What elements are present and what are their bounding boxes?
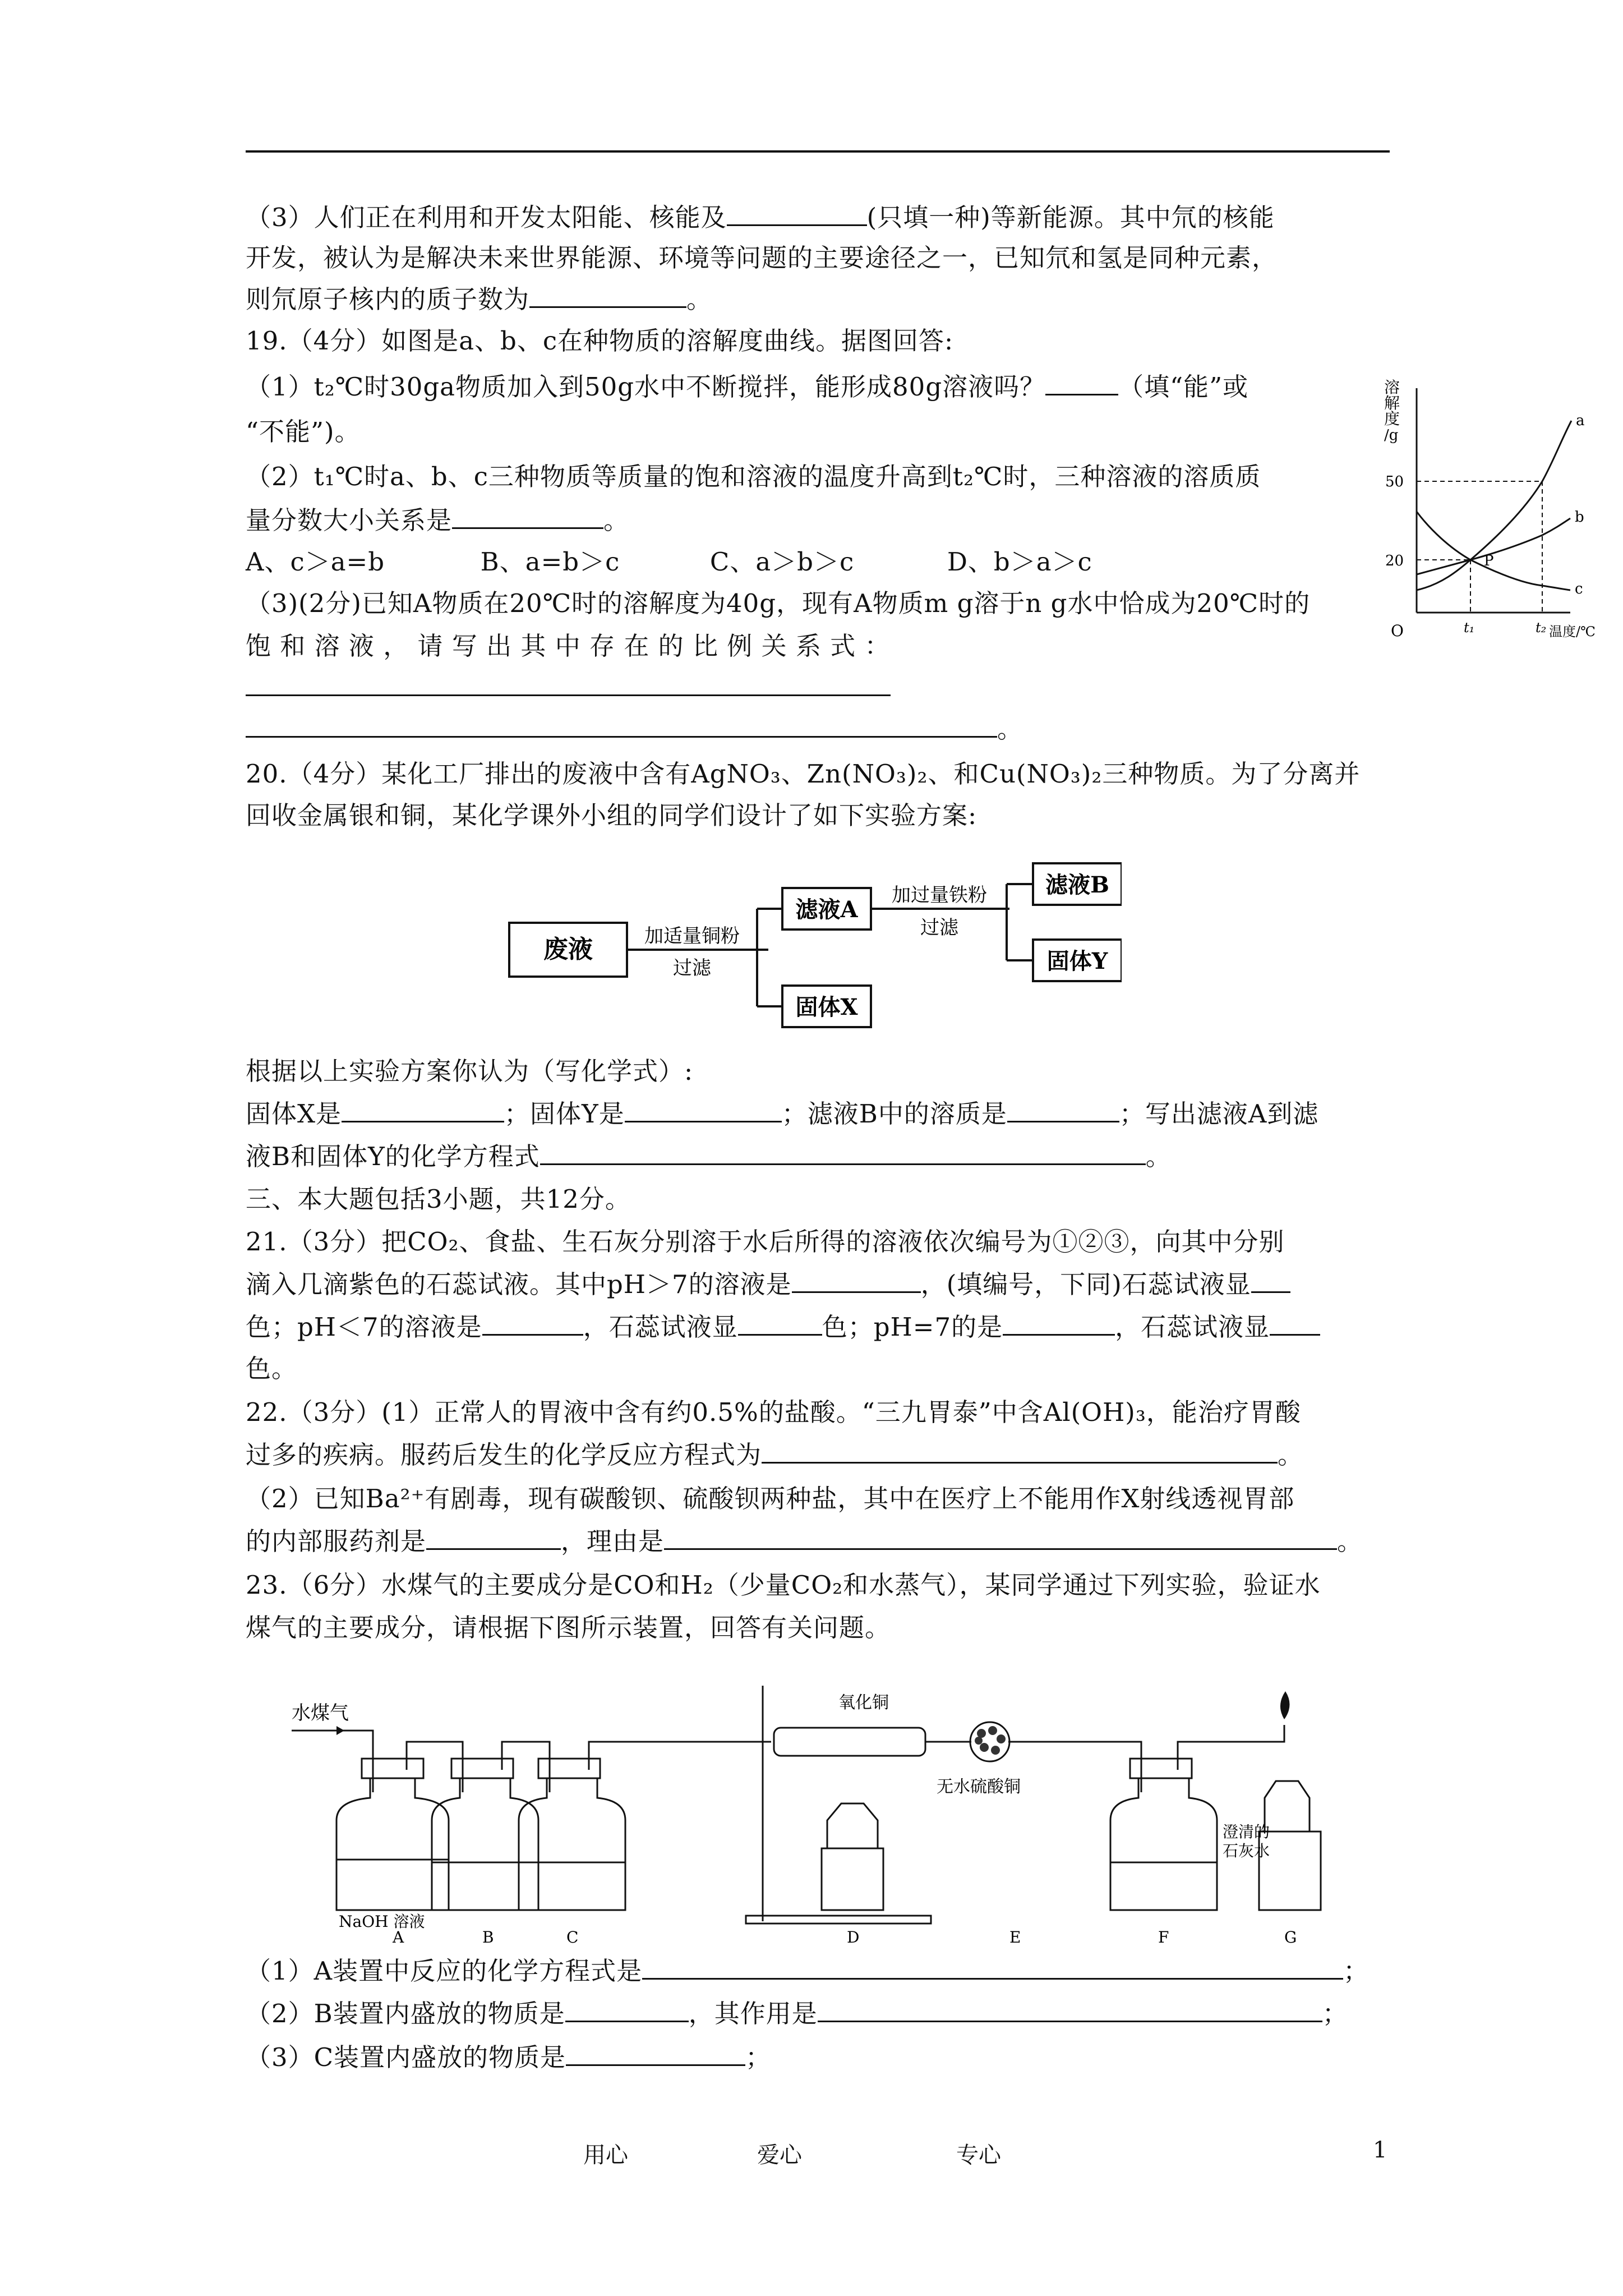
y-axis-label-3: 度: [1384, 409, 1400, 428]
y-tick-50: 50: [1385, 473, 1404, 490]
point-p-label: P: [1484, 553, 1494, 569]
alcohol-lamp-d: [827, 1803, 878, 1848]
option-d[interactable]: D、b＞a＞c: [947, 547, 1092, 577]
tube: [342, 1731, 373, 1792]
text-line: （3）人们正在利用和开发太阳能、核能及 (只填一种)等新能源。其中氘的核能: [246, 201, 1275, 234]
text-line: 根据以上实验方案你认为（写化学式）:: [246, 1056, 694, 1086]
label-d: D: [847, 1928, 860, 1944]
label-cuso4: 无水硫酸铜: [937, 1777, 1021, 1797]
y-axis-label-2: 解: [1384, 394, 1400, 412]
text-line: 。: [246, 712, 1023, 746]
text-line: “不能”)。: [246, 417, 361, 447]
answer-blank[interactable]: [529, 283, 686, 308]
lamp-block-d: [822, 1848, 883, 1910]
bottle-f: [1110, 1778, 1217, 1910]
label-naoh: NaOH 溶液: [339, 1912, 425, 1931]
option-c[interactable]: C、a＞b＞c: [709, 547, 855, 577]
stopper-c: [538, 1759, 600, 1778]
text-line: 煤气的主要成分，请根据下图所示装置，回答有关问题。: [246, 1613, 891, 1642]
answer-blank[interactable]: [738, 1310, 822, 1336]
text-line: 色。: [246, 1354, 298, 1383]
combustion-tube: [774, 1728, 925, 1756]
x-tick-t1: t₁: [1464, 620, 1475, 636]
label-c: C: [566, 1928, 579, 1944]
question-20: 20.（4分）某化工厂排出的废液中含有AgNO₃、Zn(NO₃)₂、和Cu(NO₃)₂三种物质。为了分离并: [246, 759, 1361, 789]
x-tick-t2: t₂: [1536, 620, 1547, 636]
answer-blank[interactable]: [642, 1954, 1343, 1980]
footer-text: 爱心: [757, 2142, 802, 2168]
series-label-c: c: [1575, 581, 1583, 597]
text-line: （1）t₂℃时30ga物质加入到50g水中不断搅拌，能形成80g溶液吗？ （填“能”或: [246, 370, 1248, 404]
label-solid-x: 固体X: [795, 994, 858, 1020]
series-label-b: b: [1575, 509, 1584, 526]
option-a[interactable]: A、c＞a=b: [246, 547, 385, 577]
text-line: 滴入几滴紫色的石蕊试液。其中pH＞7的溶液是 ，(填编号，下同)石蕊试液显: [246, 1268, 1290, 1301]
text-line: [246, 671, 891, 705]
label-a: A: [393, 1928, 404, 1944]
tube: [1026, 1742, 1141, 1792]
text-line: 过多的疾病。服药后发生的化学反应方程式为 。: [246, 1438, 1303, 1472]
label-cuo: 氧化铜: [838, 1693, 889, 1713]
tube: [502, 1742, 550, 1792]
text-line: 量分数大小关系是 。: [246, 504, 629, 537]
answer-blank[interactable]: [1251, 1268, 1290, 1293]
curve-c: [1417, 512, 1570, 590]
answer-blank[interactable]: [664, 1525, 1337, 1550]
text-line: 回收金属银和铜，某化学课外小组的同学们设计了如下实验方案:: [246, 800, 978, 830]
stopper-f: [1130, 1759, 1192, 1778]
header-rule: [246, 150, 1390, 153]
label-limewater-1: 澄清的: [1223, 1823, 1270, 1841]
question-22: 22.（3分）(1）正常人的胃液中含有约0.5%的盐酸。“三九胃泰”中含Al(OH)₃，能治疗胃酸: [246, 1397, 1301, 1427]
stopper-b: [451, 1759, 513, 1778]
answer-blank[interactable]: [246, 712, 997, 738]
alcohol-lamp-g: [1265, 1781, 1310, 1832]
curve-a: [1417, 421, 1571, 590]
label-g: G: [1284, 1928, 1297, 1944]
answer-blank[interactable]: [762, 1438, 1278, 1464]
tube: [1178, 1725, 1284, 1770]
question-23: 23.（6分）水煤气的主要成分是CO和H₂（少量CO₂和水蒸气），某同学通过下列实验，验证水: [246, 1570, 1321, 1600]
answer-blank[interactable]: [625, 1097, 782, 1122]
answer-blank[interactable]: [246, 671, 891, 696]
options-row: [246, 545, 1092, 579]
label-step2-top: 加过量铁粉: [892, 884, 987, 907]
text-line: （2）B装置内盛放的物质是 ，其作用是 ；: [246, 1997, 1348, 2031]
answer-blank[interactable]: [1270, 1310, 1320, 1336]
bottle-c: [519, 1778, 625, 1910]
label-filtrate-b: 滤液B: [1045, 872, 1109, 898]
separation-flowchart: [494, 855, 1122, 1041]
text-line: （2）t₁℃时a、b、c三种物质等质量的饱和溶液的温度升高到t₂℃时，三种溶液的溶质质: [246, 462, 1261, 491]
solubility-chart: [1374, 377, 1621, 652]
answer-blank[interactable]: [727, 201, 867, 226]
text-line: 液B和固体Y的化学方程式 。: [246, 1140, 1172, 1174]
y-axis-label-1: 溶: [1384, 378, 1400, 397]
origin-label: O: [1391, 622, 1404, 640]
label-b: B: [482, 1928, 494, 1944]
tube: [589, 1742, 771, 1770]
label-limewater-2: 石灰水: [1223, 1842, 1270, 1860]
question-21: 21.（3分）把CO₂、食盐、生石灰分别溶于水后所得的溶液依次编号为①②③，向其中分别: [246, 1227, 1285, 1257]
answer-blank[interactable]: [1007, 1097, 1119, 1122]
label-f: F: [1158, 1928, 1169, 1944]
answer-blank[interactable]: [540, 1140, 1146, 1165]
stand-base: [746, 1916, 931, 1924]
label-step2-bottom: 过滤: [920, 917, 958, 939]
label-waste: 废液: [543, 935, 593, 964]
text-line: 则氘原子核内的质子数为 。: [246, 283, 712, 316]
answer-blank[interactable]: [452, 504, 603, 529]
label-solid-y: 固体Y: [1046, 948, 1108, 974]
text-line: （3)(2分)已知A物质在20℃时的溶解度为40g，现有A物质m g溶于n g水中恰成为20℃时的: [246, 588, 1311, 618]
answer-blank[interactable]: [566, 2041, 745, 2066]
text-line: （3）C装置内盛放的物质是 ；: [246, 2041, 771, 2074]
label-step1-bottom: 过滤: [673, 957, 711, 979]
flame-icon: [1280, 1691, 1290, 1719]
answer-blank[interactable]: [565, 1997, 689, 2022]
stopper-a: [362, 1759, 423, 1778]
label-step1-top: 加适量铜粉: [644, 925, 740, 947]
y-tick-20: 20: [1385, 553, 1404, 569]
text-line: 的内部服药剂是 ，理由是 。: [246, 1525, 1363, 1558]
answer-blank[interactable]: [426, 1525, 561, 1550]
answer-blank[interactable]: [818, 1997, 1322, 2022]
text-line: 开发，被认为是解决未来世界能源、环境等问题的主要途径之一，已知氘和氢是同种元素，: [246, 243, 1278, 273]
answer-blank[interactable]: [1003, 1310, 1115, 1336]
label-filtrate-a: 滤液A: [795, 896, 858, 923]
apparatus-diagram: [280, 1674, 1340, 1944]
text-line: 固体X是 ；固体Y是 ；滤液B中的溶质是 ；写出滤液A到滤: [246, 1097, 1318, 1131]
footer-text: 用心: [583, 2142, 628, 2168]
text-line: （1）A装置中反应的化学方程式是 ；: [246, 1954, 1369, 1988]
option-b[interactable]: B、a=b＞c: [480, 547, 620, 577]
label-e: E: [1009, 1928, 1021, 1944]
x-axis-label: 温度/℃: [1549, 624, 1596, 639]
text-line: 饱 和 溶 液 ， 请 写 出 其 中 存 在 的 比 例 关 系 式 ：: [246, 631, 891, 661]
answer-blank[interactable]: [482, 1310, 583, 1336]
label-inlet: 水煤气: [292, 1702, 349, 1724]
series-label-a: a: [1576, 412, 1585, 429]
answer-blank[interactable]: [1045, 370, 1118, 395]
question-19: 19.（4分）如图是a、b、c在种物质的溶解度曲线。据图回答:: [246, 326, 954, 356]
y-axis-label-4: /g: [1384, 427, 1399, 444]
section-heading: 三、本大题包括3小题，共12分。: [246, 1184, 631, 1214]
text-line: 色；pH＜7的溶液是 ，石蕊试液显 色；pH=7的是 ，石蕊试液显: [246, 1310, 1320, 1344]
answer-blank[interactable]: [792, 1268, 921, 1293]
footer-text: 专心: [956, 2142, 1001, 2168]
answer-blank[interactable]: [342, 1097, 504, 1122]
page-number: 1: [1373, 2137, 1387, 2163]
text-line: （2）已知Ba²⁺有剧毒，现有碳酸钡、硫酸钡两种盐，其中在医疗上不能用作X射线透视胃部: [246, 1484, 1295, 1513]
